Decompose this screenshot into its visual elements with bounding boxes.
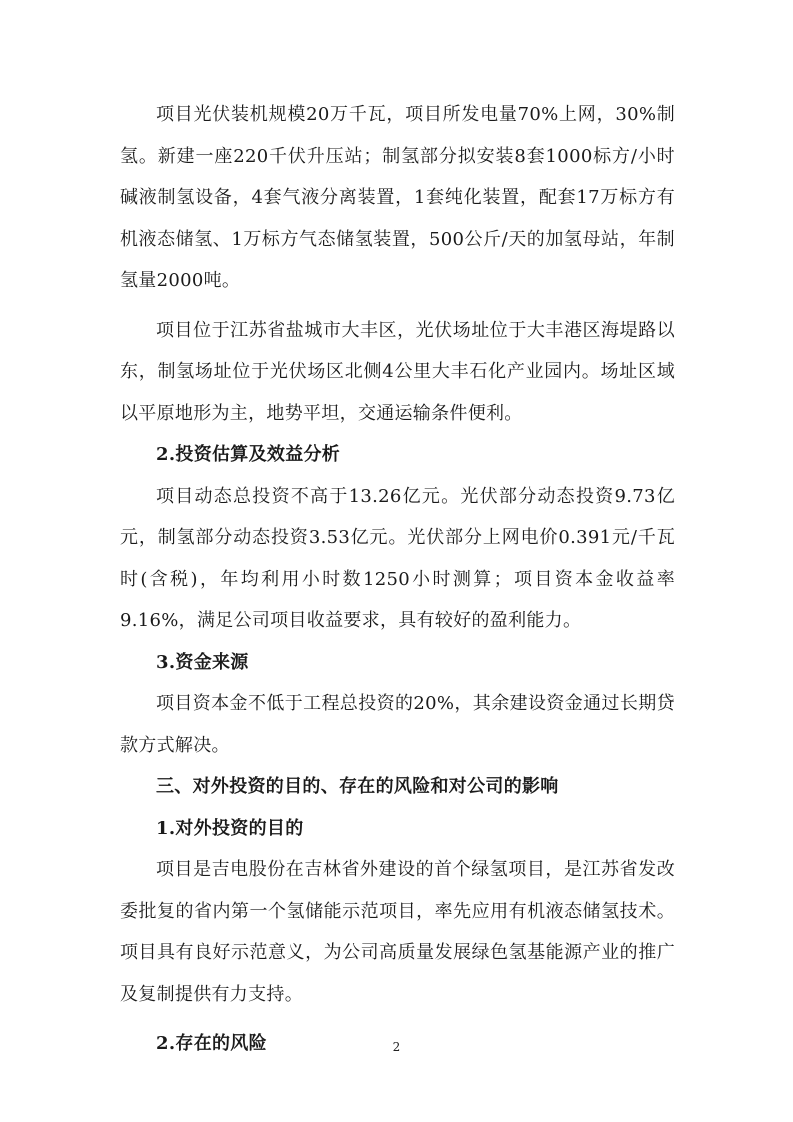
paragraph-project-location: 项目位于江苏省盐城市大丰区，光伏场址位于大丰港区海堤路以东，制氢场址位于光伏场区北侧4公里大丰石化产业园内。场址区域以平原地形为主，地势平坦，交通运输条件便利。 <box>120 319 675 424</box>
heading-funding-source: 3.资金来源 <box>156 651 249 673</box>
heading-investment-estimate: 2.投资估算及效益分析 <box>156 444 341 465</box>
paragraph-project-scale: 项目光伏装机规模20万千瓦，项目所发电量70%上网，30%制氢。新建一座220千伏升压站；制氢部分拟安装8套1000标方/小时碱液制氢设备，4套气液分离装置，1套纯化装置，配套17万标方有机液态储氢、1万标方气态储氢装置，500公斤/天的加氢母站，年制氢量2000吨。 <box>120 104 675 291</box>
paragraph-investment-details: 项目动态总投资不高于13.26亿元。光伏部分动态投资9.73亿元，制氢部分动态投资3.53亿元。光伏部分上网电价0.391元/千瓦时(含税)，年均利用小时数1250小时测算；项目资本金收益率9.16%，满足公司项目收益要求，具有较好的盈利能力。 <box>120 485 675 631</box>
paragraph-gap <box>120 302 675 310</box>
paragraph-gap <box>120 1015 675 1023</box>
heading-risks: 2.存在的风险 <box>156 1033 267 1054</box>
page-number: 2 <box>392 1040 401 1054</box>
paragraph-funding-details: 项目资本金不低于工程总投资的20%，其余建设资金通过长期贷款方式解决。 <box>120 693 675 756</box>
heading-section-three: 三、对外投资的目的、存在的风险和对公司的影响 <box>156 776 559 797</box>
paragraph-purpose-details: 项目是吉电股份在吉林省外建设的首个绿氢项目，是江苏省发改委批复的省内第一个氢储能示范项目，率先应用有机液态储氢技术。项目具有良好示范意义，为公司高质量发展绿色氢基能源产业的推广及复制提供有力支持。 <box>120 859 675 1005</box>
document-body <box>120 94 675 1065</box>
heading-investment-purpose: 1.对外投资的目的 <box>156 817 304 839</box>
